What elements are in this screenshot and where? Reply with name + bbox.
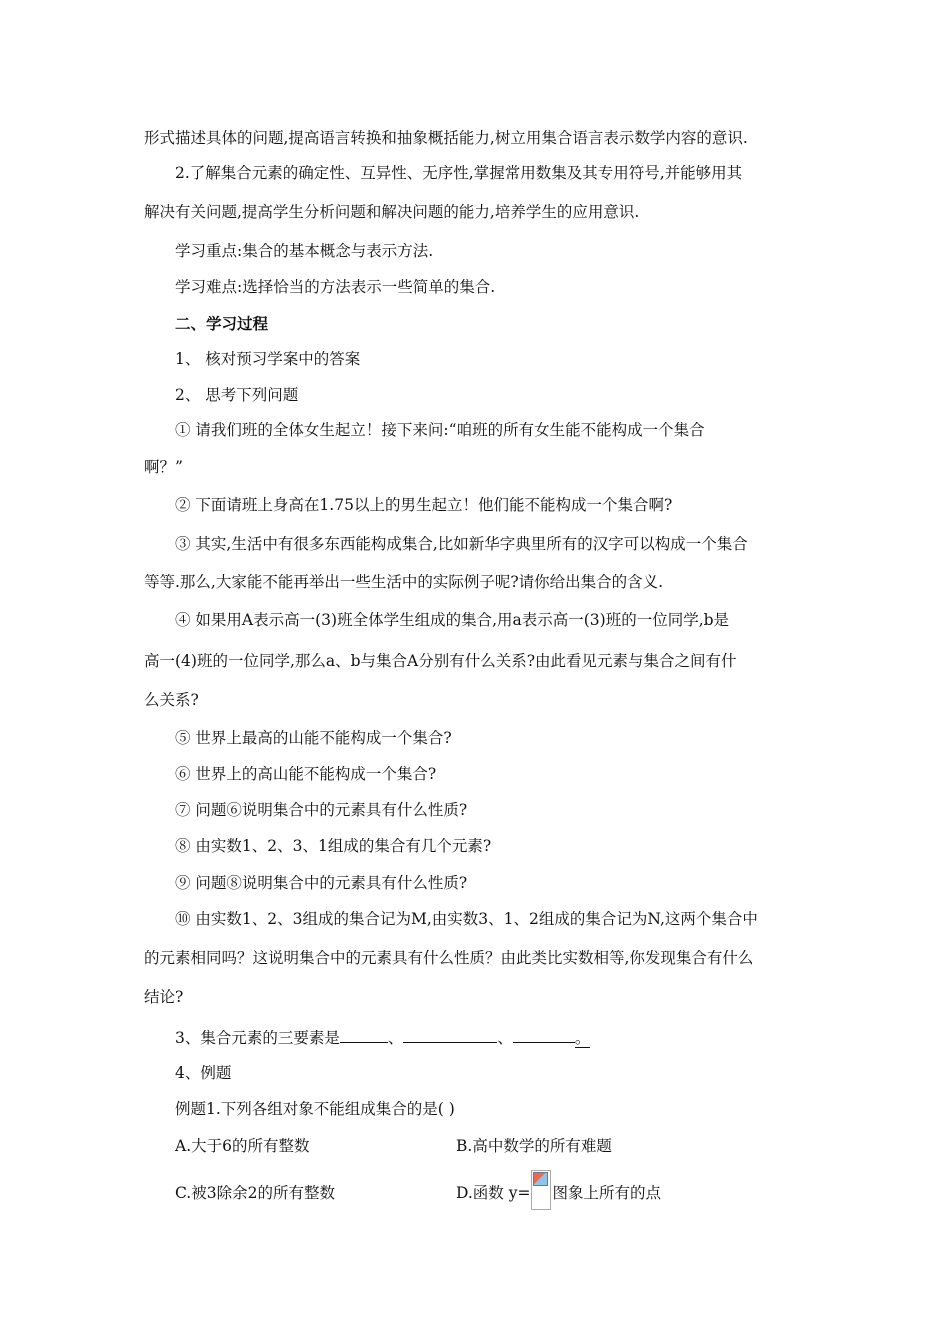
question-10-cont: 的元素相同吗？这说明集合中的元素具有什么性质？由此类比实数相等,你发现集合有什么 — [144, 949, 754, 967]
blank-3[interactable] — [513, 1026, 575, 1043]
question-3: ③ 其实,生活中有很多东西能构成集合,比如新华字典里所有的汉字可以构成一个集合 — [175, 535, 748, 553]
option-d-suffix: 图象上所有的点 — [552, 1184, 661, 1202]
separator: 、 — [387, 1029, 404, 1047]
question-1-cont: 啊？” — [144, 458, 183, 476]
fill-blank-line — [175, 1026, 590, 1049]
list-item: 1、 核对预习学案中的答案 — [175, 350, 361, 368]
question-3-cont: 等等.那么,大家能不能再举出一些生活中的实际例子呢?请你给出集合的含义. — [144, 573, 664, 591]
paragraph-line: 解决有关问题,提高学生分析问题和解决问题的能力,培养学生的应用意识. — [144, 203, 640, 221]
blank-2[interactable] — [403, 1026, 497, 1043]
paragraph-line: 形式描述具体的问题,提高语言转换和抽象概括能力,树立用集合语言表示数学内容的意识. — [144, 129, 748, 147]
examples-heading: 4、例题 — [175, 1064, 232, 1082]
fill-blank-prefix: 3、集合元素的三要素是 — [175, 1029, 340, 1047]
option-d — [456, 1170, 661, 1210]
question-5: ⑤ 世界上最高的山能不能构成一个集合? — [175, 729, 452, 747]
question-4-cont: 高一(4)班的一位同学,那么a、b与集合A分别有什么关系?由此看见元素与集合之间有什 — [144, 652, 737, 670]
difficult-point: 学习难点:选择恰当的方法表示一些简单的集合. — [175, 278, 496, 296]
paragraph-line: 2.了解集合元素的确定性、互异性、无序性,掌握常用数集及其专用符号,并能够用其 — [175, 164, 743, 182]
question-7: ⑦ 问题⑥说明集合中的元素具有什么性质? — [175, 801, 468, 819]
question-10: ⑩ 由实数1、2、3组成的集合记为M,由实数3、1、2组成的集合记为N,这两个集合中 — [175, 910, 758, 928]
option-c: C.被3除余2的所有整数 — [175, 1184, 335, 1202]
question-9: ⑨ 问题⑧说明集合中的元素具有什么性质? — [175, 874, 468, 892]
question-10-cont: 结论? — [144, 988, 184, 1006]
question-6: ⑥ 世界上的高山能不能构成一个集合? — [175, 765, 437, 783]
separator: 、 — [497, 1029, 513, 1047]
section-heading: 二、学习过程 — [175, 314, 269, 333]
question-1: ① 请我们班的全体女生起立！接下来问:“咱班的所有女生能不能构成一个集合 — [175, 421, 705, 439]
question-2: ② 下面请班上身高在1.75以上的男生起立！他们能不能构成一个集合啊? — [175, 496, 673, 514]
question-4: ④ 如果用A表示高一(3)班全体学生组成的集合,用a表示高一(3)班的一位同学,b是 — [175, 611, 730, 629]
question-4-cont: 么关系? — [144, 691, 199, 709]
blank-end: 。 — [574, 1029, 591, 1047]
key-point: 学习重点:集合的基本概念与表示方法. — [175, 242, 434, 260]
blank-1[interactable] — [340, 1026, 388, 1043]
formula-image-icon — [531, 1170, 551, 1210]
question-8: ⑧ 由实数1、2、3、1组成的集合有几个元素? — [175, 837, 492, 855]
example-1: 例题1.下列各组对象不能组成集合的是( ) — [175, 1100, 455, 1118]
option-a: A.大于6的所有整数 — [175, 1137, 310, 1155]
option-b: B.高中数学的所有难题 — [456, 1137, 612, 1155]
option-d-prefix: D.函数 y= — [456, 1184, 531, 1202]
list-item: 2、 思考下列问题 — [175, 386, 299, 404]
